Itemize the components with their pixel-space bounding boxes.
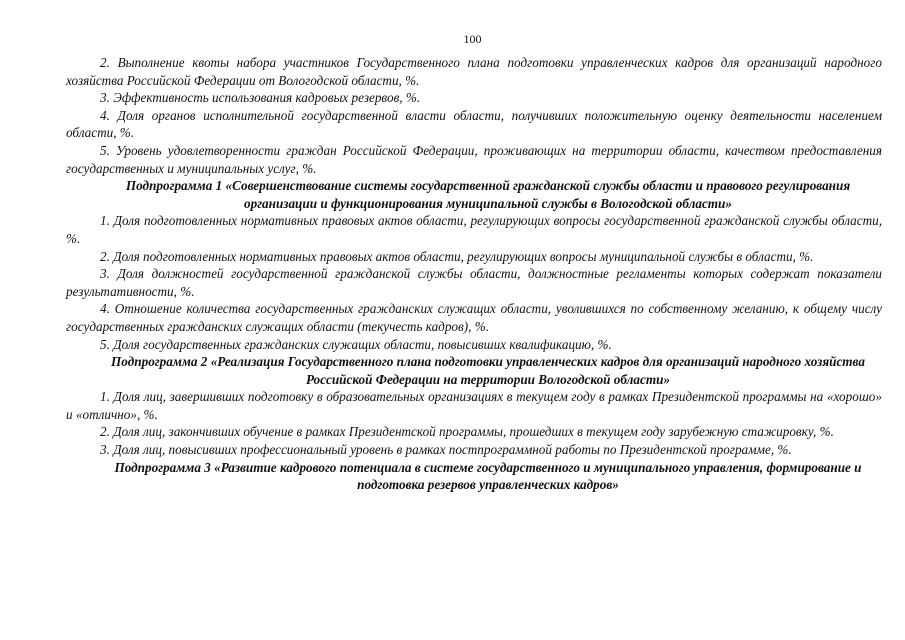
sub2-indicator-1: 1. Доля лиц, завершивших подготовку в образовательных организациях в текущем году в рамках Президентской программы на «хорошо» и «отлично», %. (66, 389, 882, 422)
sub1-indicator-4: 4. Отношение количества государственных гражданских служащих области, уволившихся по собственному желанию, к общему числу государственных гражданских служащих области (текучесть кадров), %. (66, 301, 882, 334)
sub1-indicator-2: 2. Доля подготовленных нормативных правовых актов области, регулирующих вопросы муниципальной службы в области, %. (100, 248, 814, 264)
indicator-3: 3. Эффективность использования кадровых резервов, %. (100, 90, 421, 106)
indicator-5: 5. Уровень удовлетворенности граждан Российской Федерации, проживающих на территории области, качеством предоставления государственных и муниципальных услуг, %. (66, 142, 882, 176)
subprogram-3-heading: Подпрограмма 3 «Развитие кадрового потенциала в системе государственного и муниципального управления, формирование и подготовка резервов управленческих кадров» (114, 459, 862, 493)
indicator-2: 2. Выполнение квоты набора участников Государственного плана подготовки управленческих кадров для организаций народного хозяйства Российской Федерации от Вологодской области, %. (66, 55, 882, 88)
subprogram-2-heading: Подпрограмма 2 «Реализация Государственного плана подготовки управленческих кадров для организаций народного хозяйства Российской Федерации на территории Вологодской области» (111, 354, 865, 387)
sub1-indicator-1: 1. Доля подготовленных нормативных правовых актов области, регулирующих вопросы государственной гражданской службы области, %. (66, 213, 882, 246)
page-content (66, 54, 882, 494)
page-number: 100 (463, 32, 482, 46)
sub1-indicator-3: 3. Доля должностей государственной гражданской службы области, должностные регламенты которых содержат показатели результативности, %. (66, 266, 882, 299)
indicator-4: 4. Доля органов исполнительной государственной власти области, получивших положительную оценку деятельности населением области, %. (66, 107, 882, 141)
sub2-indicator-3: 3. Доля лиц, повысивших профессиональный уровень в рамках постпрограммной работы по Президентской программе, %. (100, 442, 792, 458)
subprogram-1-heading: Подпрограмма 1 «Совершенствование системы государственной гражданской службы области и правового регулирования организации и функционирования муниципальной службы в Вологодской области» (125, 178, 851, 211)
sub1-indicator-5: 5. Доля государственных гражданских служащих области, повысивших квалификацию, %. (100, 336, 612, 352)
sub2-indicator-2: 2. Доля лиц, закончивших обучение в рамках Президентской программы, прошедших в текущем году зарубежную стажировку, %. (100, 424, 834, 440)
